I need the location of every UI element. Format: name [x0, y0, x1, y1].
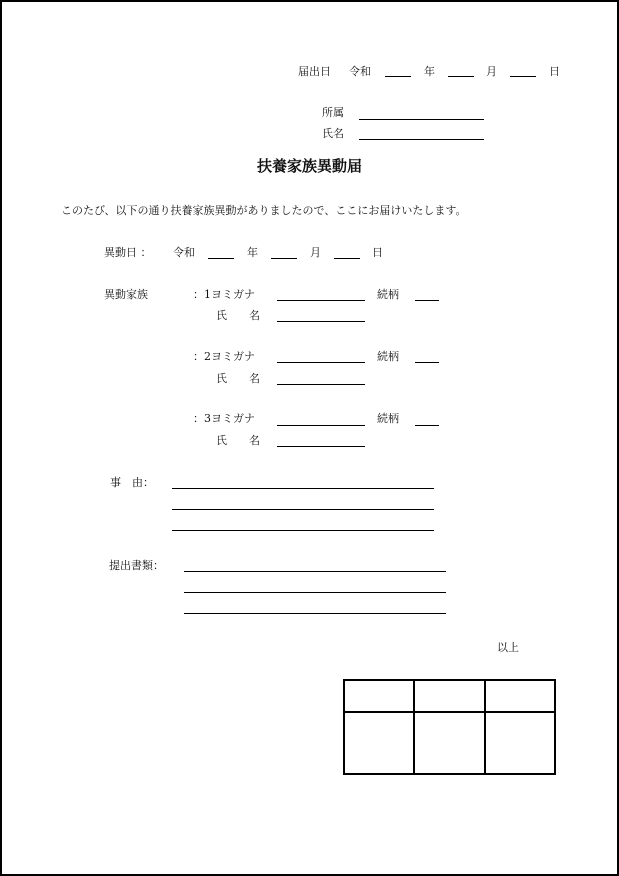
family-1-kana-field[interactable] — [277, 300, 365, 301]
applicant-name-field[interactable] — [359, 139, 484, 140]
filing-year-unit: 年 — [424, 65, 435, 78]
family-3-relation-field[interactable] — [415, 425, 439, 426]
change-year-unit: 年 — [247, 246, 258, 259]
family-1-relation-field[interactable] — [415, 300, 439, 301]
filing-month-unit: 月 — [486, 65, 497, 78]
filing-year-field[interactable] — [385, 76, 411, 77]
stamp-table-divider-2 — [484, 679, 486, 775]
document-title: 扶養家族異動届 — [256, 157, 362, 175]
family-2-name-field[interactable] — [277, 384, 365, 385]
change-day-field[interactable] — [334, 258, 360, 259]
family-3-kana-label: ：3ヨミガナ — [193, 412, 255, 425]
change-month-unit: 月 — [310, 246, 321, 259]
reason-line-2[interactable] — [172, 509, 434, 510]
intro-text: このたび、以下の通り扶養家族異動がありましたので、ここにお届けいたします。 — [61, 204, 467, 217]
filing-day-field[interactable] — [510, 76, 536, 77]
documents-line-2[interactable] — [184, 592, 446, 593]
change-year-field[interactable] — [208, 258, 234, 259]
change-month-field[interactable] — [271, 258, 297, 259]
family-2-name-label: 氏 名 — [216, 372, 260, 385]
family-3-kana-field[interactable] — [277, 425, 365, 426]
family-2-kana-field[interactable] — [277, 362, 365, 363]
documents-label: 提出書類： — [109, 559, 164, 572]
filing-month-field[interactable] — [448, 76, 474, 77]
filing-day-unit: 日 — [549, 65, 560, 78]
family-1-name-field[interactable] — [277, 321, 365, 322]
change-date-era: 令和 — [173, 246, 195, 259]
stamp-table-header-divider — [343, 711, 556, 713]
stamp-table-right-border — [554, 679, 556, 775]
filing-date-label: 届出日 — [298, 65, 331, 78]
change-day-unit: 日 — [372, 246, 383, 259]
family-2-kana-label: ：2ヨミガナ — [193, 350, 255, 363]
documents-line-3[interactable] — [184, 613, 446, 614]
family-1-relation-label: 続柄 — [377, 288, 399, 301]
reason-line-1[interactable] — [172, 488, 434, 489]
stamp-table-left-border — [343, 679, 345, 775]
family-3-name-field[interactable] — [277, 446, 365, 447]
reason-label: 事 由： — [110, 476, 154, 489]
family-3-name-label: 氏 名 — [216, 434, 260, 447]
affiliation-label: 所属 — [322, 106, 344, 119]
filing-date-era: 令和 — [349, 65, 371, 78]
family-3-relation-label: 続柄 — [377, 412, 399, 425]
family-1-name-label: 氏 名 — [216, 309, 260, 322]
family-2-relation-field[interactable] — [415, 362, 439, 363]
change-date-label: 異動日 ： — [104, 246, 152, 259]
family-label: 異動家族 — [104, 288, 148, 301]
applicant-name-label: 氏名 — [322, 127, 344, 140]
stamp-table-divider-1 — [413, 679, 415, 775]
reason-line-3[interactable] — [172, 530, 434, 531]
stamp-table-top-border — [343, 679, 556, 681]
family-2-relation-label: 続柄 — [377, 350, 399, 363]
affiliation-field[interactable] — [359, 119, 484, 120]
closing-text: 以上 — [497, 641, 519, 654]
stamp-table-bottom-border — [343, 773, 556, 775]
documents-line-1[interactable] — [184, 571, 446, 572]
family-1-kana-label: ：1ヨミガナ — [193, 288, 255, 301]
